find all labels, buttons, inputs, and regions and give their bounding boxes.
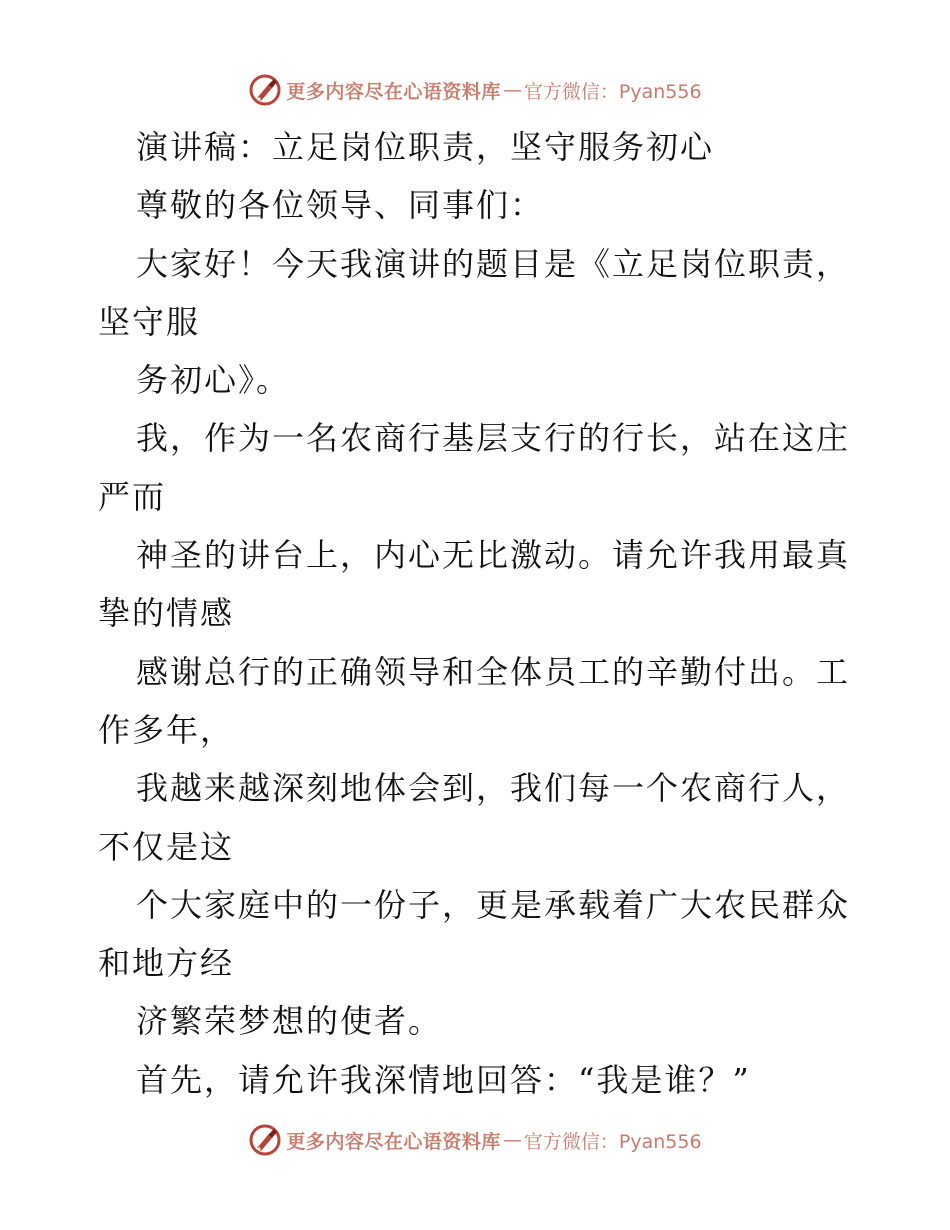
text-line: 演讲稿：立足岗位职责，坚守服务初心 (136, 128, 715, 166)
text-line: 作多年， (98, 710, 235, 749)
watermark-text: 更多内容尽在心语资料库 (286, 80, 501, 103)
text-line: 务初心》。 (136, 361, 291, 400)
text-line: 感谢总行的正确领导和全体员工的辛勤付出。工 (136, 652, 851, 691)
header-watermark (0, 70, 950, 110)
text-line: 神圣的讲台上，内心无比激动。请允许我用最真 (136, 536, 851, 575)
watermark-wechat: 官方微信：Pyan556 (523, 80, 702, 103)
text-line: 首先，请允许我深情地回答：“我是谁？” (136, 1060, 751, 1099)
text-line: 和地方经 (98, 944, 235, 983)
text-line: 我，作为一名农商行基层支行的行长，站在这庄 (136, 419, 851, 458)
text-line: 大家好！今天我演讲的题目是《立足岗位职责， (136, 244, 851, 283)
watermark-text: 更多内容尽在心语资料库 (286, 1130, 501, 1153)
text-line: 尊敬的各位领导、同事们： (136, 186, 545, 225)
footer-watermark (0, 1120, 950, 1160)
text-line: 济繁荣梦想的使者。 (136, 1002, 443, 1041)
text-line: 我越来越深刻地体会到，我们每一个农商行人， (136, 769, 851, 808)
text-line: 个大家庭中的一份子，更是承载着广大农民群众 (136, 885, 851, 924)
document-body (98, 118, 868, 1109)
text-line: 挚的情感 (98, 594, 235, 633)
watermark-dash: — (502, 1129, 522, 1151)
pen-logo-icon (248, 73, 282, 107)
text-line: 坚守服 (98, 302, 201, 341)
text-line: 不仅是这 (98, 827, 235, 866)
watermark-dash: — (502, 79, 522, 101)
text-line: 严而 (98, 477, 167, 516)
pen-logo-icon (248, 1123, 282, 1157)
watermark-wechat: 官方微信：Pyan556 (523, 1130, 702, 1153)
